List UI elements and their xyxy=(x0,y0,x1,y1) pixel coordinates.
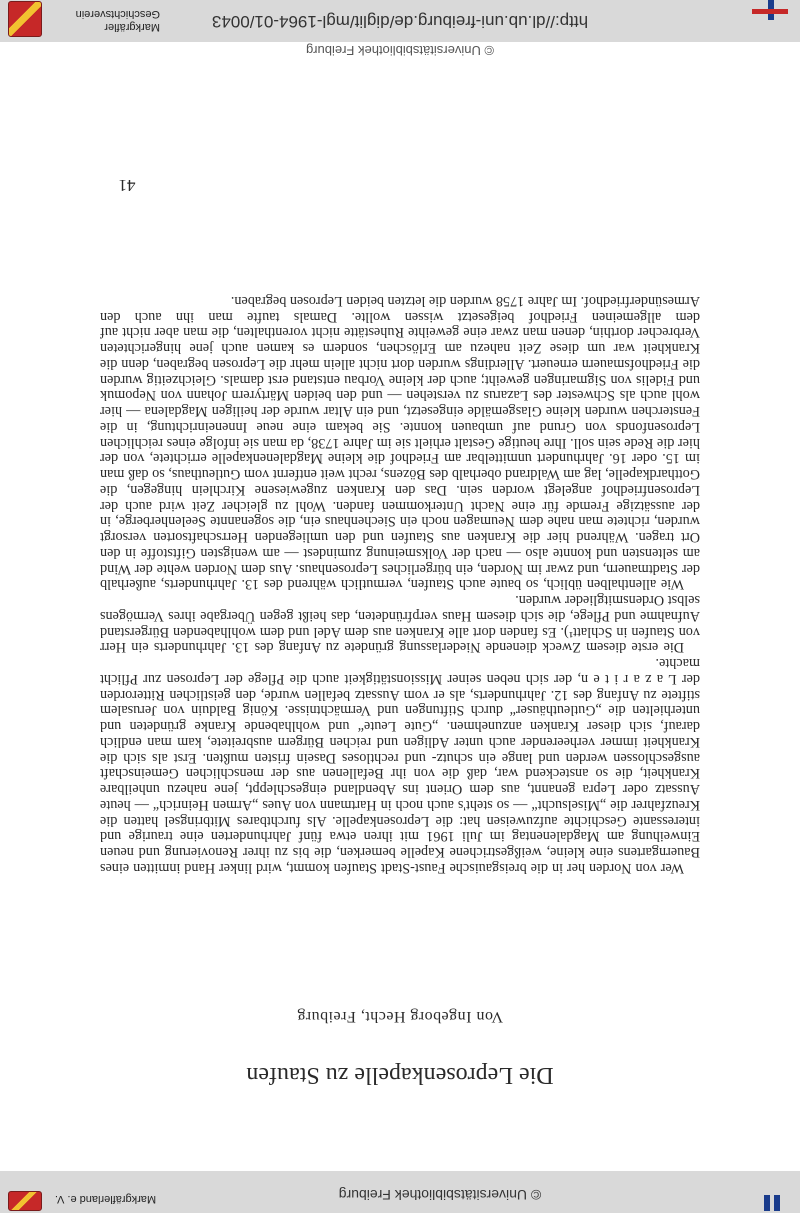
paragraph: Die erste diesem Zweck dienende Niederlassung gründete zu Anfang des 13. Jahrhunderts ein Herr von Staufen in Schlatt¹). Es fanden dort alle Kranken aus dem Adel und dem wohlhabenden Bürgerstand Aufnahme und Pflege, die sich diesem Haus verpfründeten, das heißt gegen Übergabe ihres Vermögens selbst Ordensmitglieder wurden. xyxy=(100,592,700,656)
article-body xyxy=(100,210,700,875)
header-society-name: Markgräfler Geschichtsverein xyxy=(75,8,160,33)
header-copyright: © Universitätsbibliothek Freiburg xyxy=(305,43,495,58)
footer-copyright: © Universitätsbibliothek Freiburg xyxy=(338,1187,542,1203)
page-url[interactable]: http://dl.ub.uni-freiburg.de/diglit/mgl-1964-01/0043 xyxy=(211,12,589,31)
article-title: Die Leprosenkapelle zu Staufen xyxy=(246,1062,554,1088)
paragraph: Wie allenthalben üblich, so baute auch Staufen, vermutlich während des 13. Jahrhunderts, außerhalb der Stadtmauern, und zwar im Norden, ein bürgerliches Leprosenhaus. Aus dem Norden wehte der Wind am seltensten und konnte also — nach der Volksmeinung zumindest — am wenigsten Giftstoffe in den Ort tragen. Während hier die Kranken aus Staufen und den umliegenden Herrschaftsorten versorgt wurden, richtete man nahe dem Neumagen noch ein Siechenhaus ein, die sogenannte Seelenherberge, in der aussätzige Fremde für eine Nacht Unterkommen fanden. Wohl zu gleicher Zeit wird auch der Leprosenfriedhof angelegt worden sein. Das den Kranken zugewiesene Kirchlein hingegen, die Gotthardkapelle, lag am Waldrand oberhalb des Bözens, recht weit entfernt vom Gutleuthaus, so daß man im 15. oder 16. Jahrhundert unmittelbar am Friedhof die kleine Magdalenenkapelle errichtete, von der hier die Rede sein soll. Ihre heutige Gestalt erhielt sie im Jahre 1738, da man sie infolge eines reichlichen Leprosenfonds von Grund auf umbauen konnte. Sie bekam eine neue Inneneinrichtung, in die Fensterchen wurden kleine Glasgemälde eingesetzt, und ein Altar wurde der heiligen Magdalena — hier wohl auch als Schwester des Lazarus zu verstehen — und den beiden Märtyrern Johann von Nepomuk und Fidelis von Sigmaringen geweiht; auch der kleine Vorbau entstand erst damals. Gleichzeitig wurden die Friedhofsmauern erneuert. Allerdings wurden dort nicht allein mehr die Leprosen begraben, denn die Krankheit war um diese Zeit nahezu am Erlöschen, sondern es kamen auch jene hingerichteten Verbrecher dorthin, denen man zwar eine geweihte Ruhestätte nicht vorenthalten, die man aber nicht auf dem allgemeinen Friedhof beigesetzt wissen wollte. Damals taufte man ihn auch den Armesünderfriedhof. Im Jahre 1758 wurden die letzten beiden Leprosen begraben. xyxy=(100,293,700,593)
article-author: Von Ingeborg Hecht, Freiburg xyxy=(297,1008,503,1025)
library-logo-icon xyxy=(760,1195,780,1211)
coat-of-arms-icon xyxy=(8,1,42,37)
page-number: 41 xyxy=(118,176,136,195)
library-logo-icon xyxy=(752,0,788,20)
paragraph: Wer von Norden her in die breisgauische Faust-Stadt Staufen kommt, wird linker Hand inmitten eines Bauerngartens eine kleine, weißgestrichene Kapelle bemerken, die bis zu ihrer Renovierung und neuen Einweihung am Magdalenentag im Juli 1961 mit ihren etwa fünf Jahrhunderten eine traurige und interessante Geschichte aufzuweisen hat: die Leprosenkapelle. Als furchtbares Mitbringsel hatten die Kreuzfahrer die „Miselsucht“ — so steht's auch noch in Hartmann von Aues „Armen Heinrich“ — heute Aussatz oder Lepra genannt, aus dem Orient ins Abendland eingeschleppt, jene nahezu unheilbare Krankheit, die so ansteckend war, daß die von ihr Befallenen aus der menschlichen Gemeinschaft ausgeschlossen werden und lange ein schutz- und rechtloses Dasein fristen mußten. Erst als sich die Krankheit immer verheerender auch unter Adligen und reichen Bürgern ausbreitete, kam man endlich darauf, sich dieser Kranken anzunehmen. „Gute Leute“ und wohlhabende Kranke gründeten und unterhielten die „Gutleuthäuser“ durch Stiftungen und Vermächtnisse. König Balduin von Jerusalem stiftete zu Anfang des 12. Jahrhunderts, als er vom Aussatz befallen wurde, den geistlichen Ritterorden der L a z a r i t e n, der sich neben seiner Missionstätigkeit auch die Pflege der Leprosen zur Pflicht machte. xyxy=(100,655,700,876)
footer-society-name: Markgräflerland e. V. xyxy=(55,1193,157,1205)
coat-of-arms-icon xyxy=(8,1191,42,1211)
